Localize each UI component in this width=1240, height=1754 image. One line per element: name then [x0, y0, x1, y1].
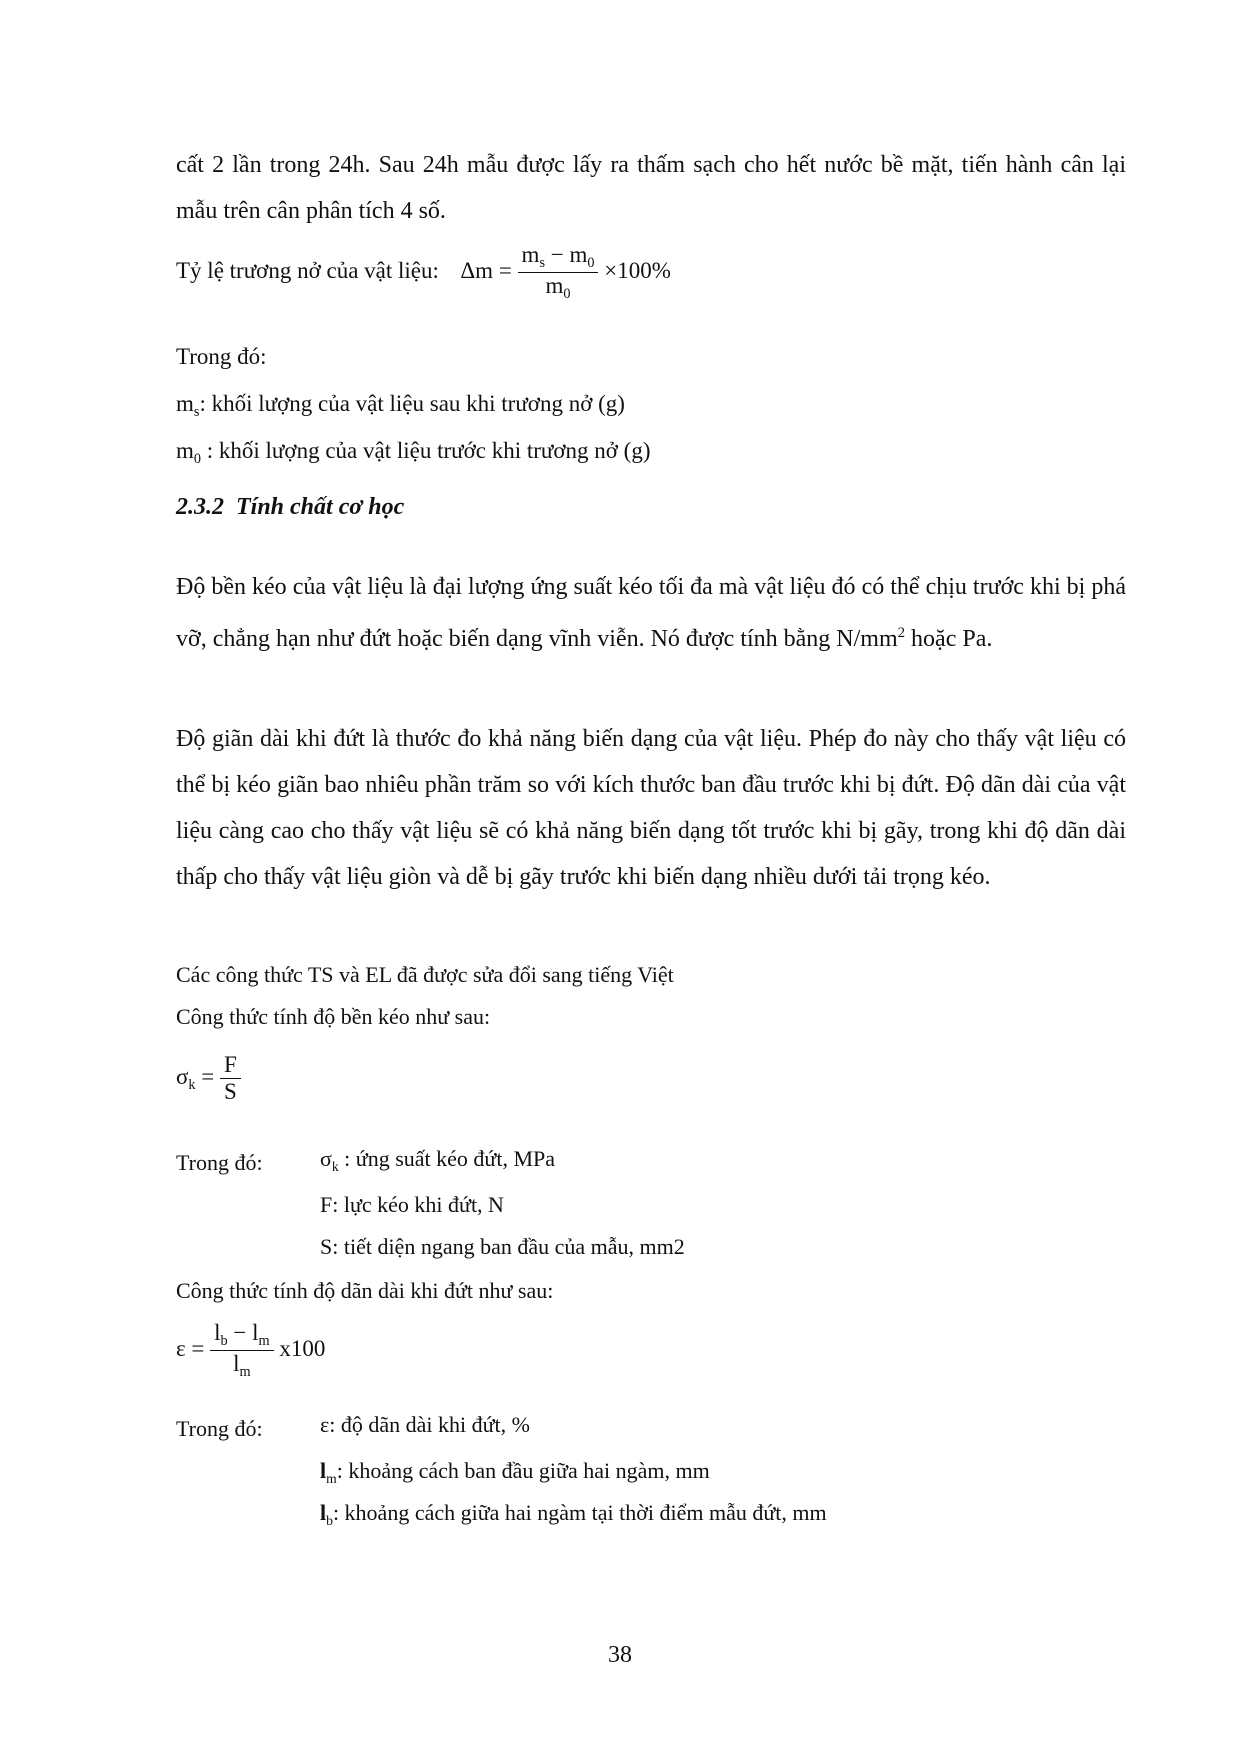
- line-formulas-modified: Các công thức TS và EL đã được sửa đổi sang tiếng Việt: [176, 962, 674, 987]
- definition-section: S: tiết diện ngang ban đầu của mẫu, mm2: [320, 1234, 685, 1259]
- swelling-numerator: $m_s - m_0$: [518, 242, 599, 273]
- section-number: 2.3.2: [176, 494, 224, 520]
- elongation-numerator: $l_b - l_m$: [210, 1320, 273, 1351]
- elongation-fraction: [210, 1320, 273, 1381]
- tensile-fraction: [220, 1052, 241, 1105]
- swelling-fraction: [518, 242, 599, 303]
- definition-m0: $m_0$ : khối lượng của vật liệu trước khi trương nở (g): [176, 438, 651, 467]
- line-elongation-formula-intro: Công thức tính độ dãn dài khi đứt như sau:: [176, 1278, 554, 1303]
- page-number: 38: [608, 1642, 632, 1668]
- paragraph-tensile-strength: Độ bền kéo của vật liệu là đại lượng ứng suất kéo tối đa mà vật liệu đó có thể chịu trước khi bị phá vỡ, chẳng hạn như đứt hoặc biến dạng vĩnh viễn. Nó được tính bằng $N/mm^2$ hoặc Pa.: [176, 574, 1126, 652]
- definition-sigma: $\sigma_k$ : ứng suất kéo đứt, MPa: [320, 1146, 556, 1174]
- elongation-denominator: $l_m$: [233, 1350, 251, 1380]
- definition-lb: $l_b$: khoảng cách giữa hai ngàm tại thời điểm mẫu đứt, mm: [320, 1500, 827, 1528]
- where-label-1: Trong đó:: [176, 344, 267, 369]
- section-heading: [176, 494, 404, 521]
- paragraph-elongation: Độ giãn dài khi đứt là thước đo khả năng biến dạng của vật liệu. Phép đo này cho thấy vật liệu có thể bị kéo giãn bao nhiêu phần trăm so với kích thước ban đầu trước khi bị đứt. Độ dãn dài của vật liệu càng cao cho thấy vật liệu sẽ có khả năng biến dạng tốt trước khi bị gãy, trong khi độ dãn dài thấp cho thấy vật liệu giòn và dễ bị gãy trước khi biến dạng nhiều dưới tải trọng kéo.: [176, 726, 1126, 890]
- definition-force: F: lực kéo khi đứt, N: [320, 1192, 504, 1217]
- where-label-3: Trong đó:: [176, 1416, 263, 1441]
- section-title: Tính chất cơ học: [236, 494, 405, 520]
- sigma-symbol: $\sigma_k$: [176, 1063, 196, 1093]
- swelling-label: Tỷ lệ trương nở của vật liệu:: [176, 257, 439, 283]
- tensile-formula: $\sigma_k$ = $\frac{F}{S}$: [176, 1052, 241, 1105]
- definition-ms: $m_s$: khối lượng của vật liệu sau khi trương nở (g): [176, 391, 625, 420]
- swelling-lhs: Δm =: [460, 257, 512, 283]
- paragraph-intro: cất 2 lần trong 24h. Sau 24h mẫu được lấy ra thấm sạch cho hết nước bề mặt, tiến hành cân lại mẫu trên cân phân tích 4 số.: [176, 152, 1126, 224]
- swelling-tail: ×100%: [604, 257, 671, 283]
- line-tensile-formula-intro: Công thức tính độ bền kéo như sau:: [176, 1004, 491, 1029]
- elongation-tail: x100: [279, 1335, 326, 1361]
- tensile-denominator: S: [224, 1079, 237, 1104]
- definition-lm: $l_m$: khoảng cách ban đầu giữa hai ngàm, mm: [320, 1458, 710, 1486]
- where-label-2: Trong đó:: [176, 1150, 263, 1175]
- tensile-numerator: F: [220, 1052, 241, 1079]
- elongation-formula: [176, 1320, 325, 1381]
- swelling-formula: [176, 242, 671, 303]
- epsilon-lhs: ε =: [176, 1335, 205, 1361]
- swelling-denominator: $m_0$: [545, 272, 571, 302]
- definition-epsilon: ε: độ dãn dài khi đứt, %: [320, 1412, 530, 1437]
